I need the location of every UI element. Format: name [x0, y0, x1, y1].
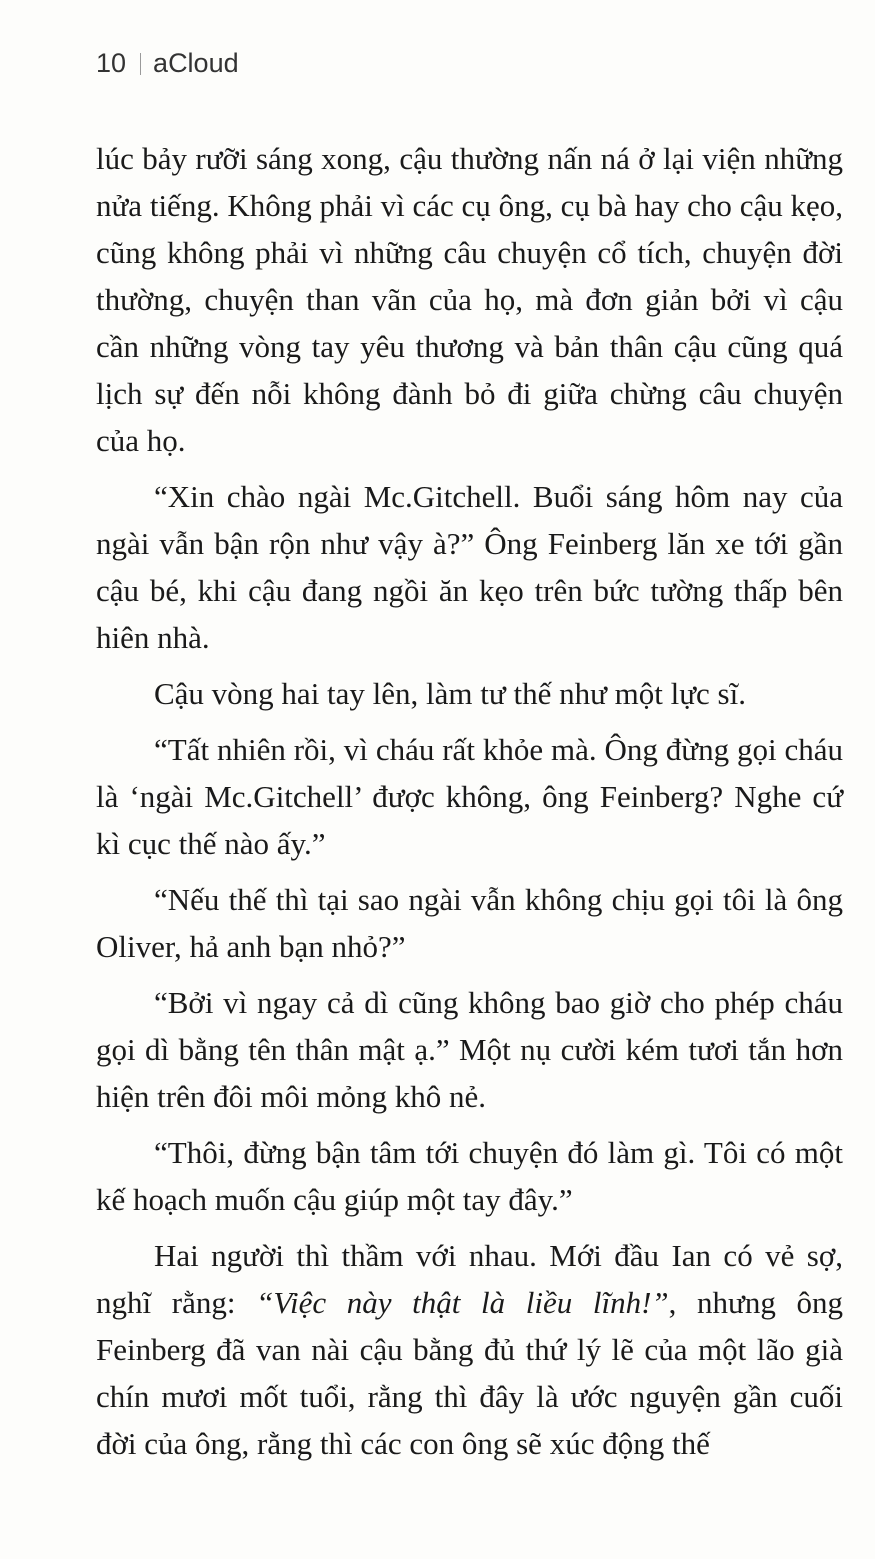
- paragraph-3: Cậu vòng hai tay lên, làm tư thế như một lực sĩ.: [154, 676, 746, 711]
- paragraph-7: “Thôi, đừng bận tâm tới chuyện đó làm gì. Tôi có một kế hoạch muốn cậu giúp một tay đây.”: [96, 1135, 843, 1217]
- paragraph-8-text-before: Hai người thì thầm với nhau. Mới đầu Ian có vẻ sợ, nghĩ rằng:: [96, 1238, 843, 1320]
- book-title: aCloud: [153, 48, 239, 78]
- paragraph-6: “Bởi vì ngay cả dì cũng không bao giờ cho phép cháu gọi dì bằng tên thân mật ạ.” Một nụ cười kém tươi tắn hơn hiện trên đôi môi mỏng khô nẻ.: [96, 985, 843, 1114]
- body-text: [96, 135, 843, 1476]
- header-divider: [140, 53, 141, 75]
- paragraph-5: “Nếu thế thì tại sao ngài vẫn không chịu gọi tôi là ông Oliver, hả anh bạn nhỏ?”: [96, 882, 843, 964]
- paragraph-8: [96, 1232, 843, 1467]
- running-header: [96, 48, 239, 79]
- paragraph-2: “Xin chào ngài Mc.Gitchell. Buổi sáng hôm nay của ngài vẫn bận rộn như vậy à?” Ông Feinberg lăn xe tới gần cậu bé, khi cậu đang ngồi ăn kẹo trên bức tường thấp bên hiên nhà.: [96, 479, 843, 655]
- page-number: 10: [96, 48, 127, 78]
- paragraph-4: “Tất nhiên rồi, vì cháu rất khỏe mà. Ông đừng gọi cháu là ‘ngài Mc.Gitchell’ được không, ông Feinberg? Nghe cứ kì cục thế nào ấy.”: [96, 732, 843, 861]
- paragraph-8-italic-thought: “Việc này thật là liều lĩnh!”: [256, 1285, 669, 1320]
- paragraph-8-text-after: , nhưng ông Feinberg đã van nài cậu bằng đủ thứ lý lẽ của một lão già chín mươi mốt tuổi, rằng thì đây là ước nguyện gần cuối đời của ông, rằng thì các con ông sẽ xúc động thế: [96, 1285, 843, 1461]
- paragraph-1: lúc bảy rưỡi sáng xong, cậu thường nấn ná ở lại viện những nửa tiếng. Không phải vì các cụ ông, cụ bà hay cho cậu kẹo, cũng không phải vì những câu chuyện cổ tích, chuyện đời thường, chuyện than vãn của họ, mà đơn giản bởi vì cậu cần những vòng tay yêu thương và bản thân cậu cũng quá lịch sự đến nỗi không đành bỏ đi giữa chừng câu chuyện của họ.: [96, 141, 843, 458]
